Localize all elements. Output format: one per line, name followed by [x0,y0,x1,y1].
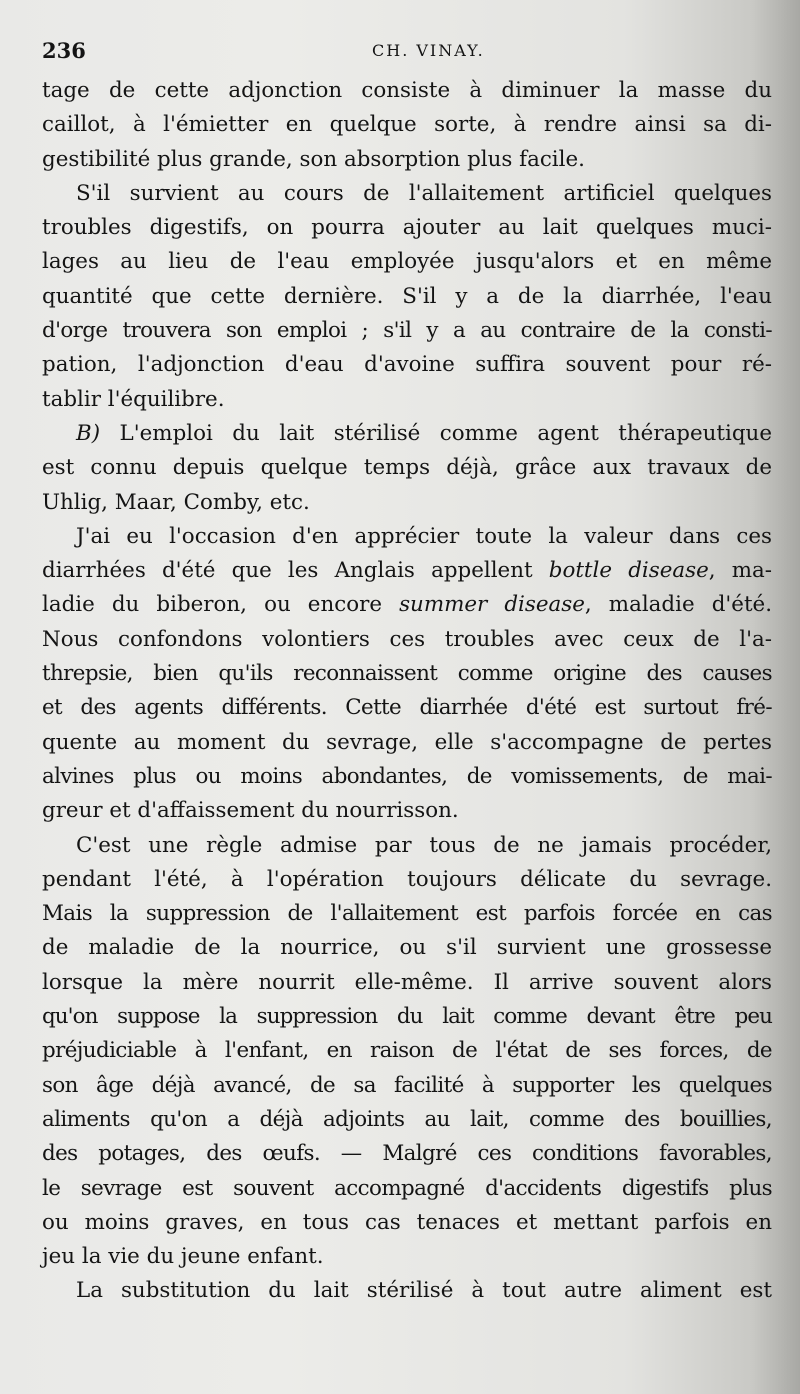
paragraph [42,1274,772,1308]
text-line: jeu la vie du jeune enfant. [42,1244,324,1270]
running-title: CH. VINAY. [372,41,485,60]
text-line: préjudiciable à l'enfant, en raison de l'état de ses forces, de [42,1038,772,1064]
text-line: Mais la suppression de l'allaitement est parfois forcée en cas [42,901,772,927]
text-line: et des agents différents. Cette diarrhée d'été est surtout fré- [42,695,772,721]
italic-term: summer disease [399,592,585,618]
text-line: pendant l'été, à l'opération toujours délicate du sevrage. [42,866,772,892]
text-line: son âge déjà avancé, de sa facilité à supporter les quelques [42,1072,772,1098]
text-span: ladie du biberon, ou encore [42,592,400,618]
text-line: aliments qu'on a déjà adjoints au lait, comme des bouillies, [42,1106,772,1132]
text-line: J'ai eu l'occasion d'en apprécier toute la valeur dans ces [76,523,772,549]
text-line: des potages, des œufs. — Malgré ces conditions favorables, [42,1141,772,1167]
text-line: est connu depuis quelque temps déjà, grâce aux travaux de [42,455,772,481]
text-line: alvines plus ou moins abondantes, de vomissements, de mai- [42,763,772,789]
text-line [42,417,772,451]
paragraph-b [42,417,772,520]
text-span: , ma- [708,558,772,584]
text-line: threpsie, bien qu'ils reconnaissent comme origine des causes [42,661,772,687]
text-span: , maladie d'été. [584,592,772,618]
text-line: lorsque la mère nourrit elle-même. Il arrive souvent alors [42,969,772,995]
running-head [42,38,772,72]
text-line: Uhlig, Maar, Comby, etc. [42,489,310,515]
text-line: pation, l'adjonction d'eau d'avoine suffira souvent pour ré- [42,352,772,378]
text-line: de maladie de la nourrice, ou s'il survient une grossesse [42,935,772,961]
body-text [42,74,772,1309]
text-line: C'est une règle admise par tous de ne jamais procéder, [76,832,772,858]
text-line: quente au moment du sevrage, elle s'accompagne de pertes [42,729,772,755]
paragraph [42,520,772,829]
italic-term: bottle disease [548,558,709,584]
page-number: 236 [42,38,86,63]
text-span: diarrhées d'été que les Anglais appellent [42,558,549,584]
text-line: ou moins graves, en tous cas tenaces et mettant parfois en [42,1209,772,1235]
text-line [42,588,772,622]
text-line: Nous confondons volontiers ces troubles avec ceux de l'a- [42,626,772,652]
text-line: caillot, à l'émietter en quelque sorte, à rendre ainsi sa di- [42,112,772,138]
section-label: B) [76,420,101,446]
text-line: S'il survient au cours de l'allaitement artificiel quelques [76,180,772,206]
text-line: tablir l'équilibre. [42,386,225,412]
text-line: gestibilité plus grande, son absorption plus facile. [42,146,585,172]
text-line: La substitution du lait stérilisé à tout autre aliment est [76,1278,772,1304]
paragraph-continuation [42,74,772,177]
text-span: L'emploi du lait stérilisé comme agent thérapeutique [100,420,772,446]
text-line: lages au lieu de l'eau employée jusqu'alors et en même [42,249,772,275]
text-line: greur et d'affaissement du nourrisson. [42,798,459,824]
text-line: tage de cette adjonction consiste à diminuer la masse du [42,78,772,103]
text-line: le sevrage est souvent accompagné d'accidents digestifs plus [42,1175,772,1201]
text-line: troubles digestifs, on pourra ajouter au lait quelques muci- [42,215,772,241]
text-line: d'orge trouvera son emploi ; s'il y a au contraire de la consti- [42,318,772,344]
paragraph [42,177,772,417]
text-line [42,554,772,588]
paragraph [42,829,772,1275]
text-line: quantité que cette dernière. S'il y a de la diarrhée, l'eau [42,283,772,309]
text-line: qu'on suppose la suppression du lait comme devant être peu [42,1004,772,1030]
